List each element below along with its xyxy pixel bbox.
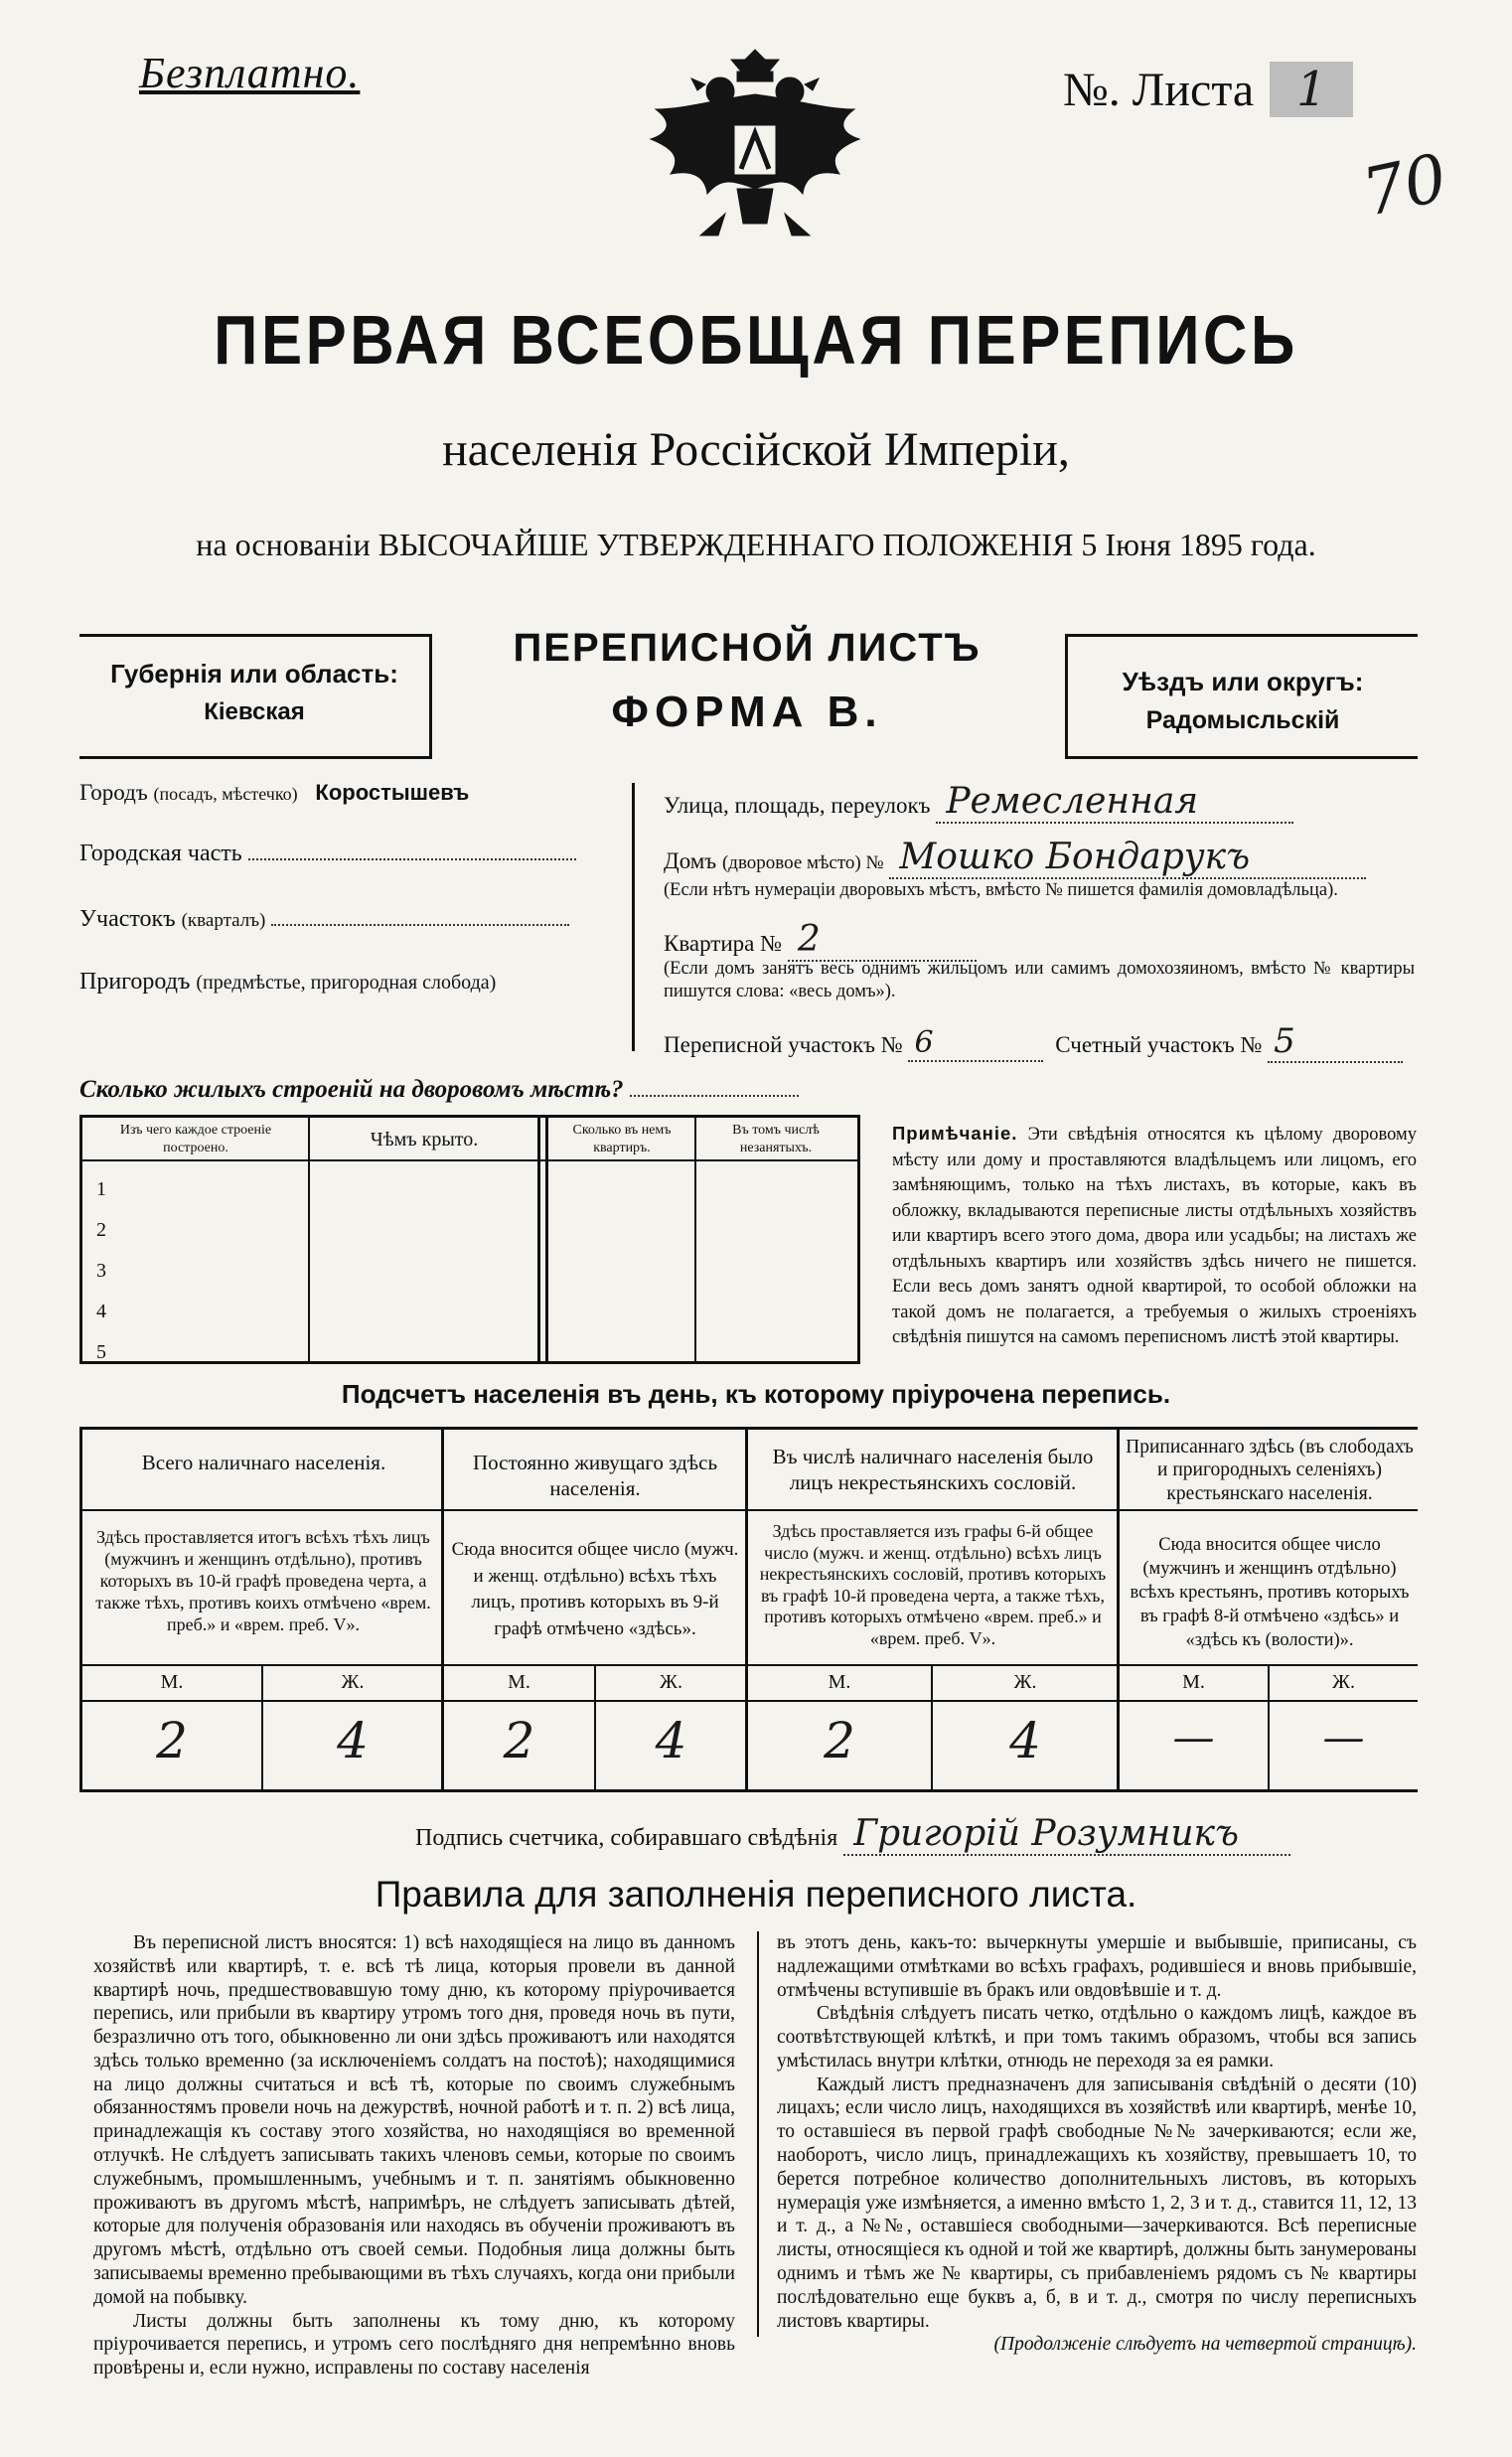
house-hint: (Если нѣтъ нумераціи дворовыхъ мѣстъ, вмѣсто № пишется фамилія домовладѣльца). xyxy=(664,880,1338,900)
rules-paragraph: Каждый листъ предназначенъ для записыванія свѣдѣній о десяти (10) лицахъ; если число лицъ, находящихся въ хозяйствѣ или квартирѣ, менѣе 10, то оставшіеся въ первой графѣ свободные №№ зачеркиваются; если же, наоборотъ, число лицъ, принадлежащихъ къ хозяйству, превышаетъ 10, то берется потребное количество дополнительныхъ листовъ, въ которыхъ нумерація уже измѣняется, а именно вмѣсто 1, 2, 3 и т. д., ставится 11, 12, 13 и т. д., а №№, оставшіеся свободными—зачеркиваются. Всѣ переписные листы, относящіеся къ одной и той же квартирѣ, должны быть занумерованы однимъ и тѣмъ же № квартиры, съ прибавленіемъ рядомъ съ № квартиры послѣдовательно еще буквъ а, б, в и т. д., смотря по числу переписныхъ листовъ квартиры. xyxy=(777,2073,1417,2332)
city-part-line xyxy=(248,841,576,860)
apartment-value: 2 xyxy=(788,919,977,962)
pop-col2-head: Постоянно живущаго здѣсь населенія. xyxy=(472,1451,718,1501)
census-precinct-value[interactable]: 6 xyxy=(908,1025,1043,1062)
margin-handwritten-number: 70 xyxy=(1355,139,1454,231)
pop-col3-head: Въ числѣ наличнаго населенія было лицъ некрестьянскихъ сословій. xyxy=(772,1445,1094,1495)
precinct-field[interactable] xyxy=(79,906,616,933)
pop-col1-m-value[interactable]: 2 xyxy=(156,1712,188,1769)
street-value: Ремесленная xyxy=(936,781,1293,824)
imperial-eagle-emblem xyxy=(646,40,864,243)
form-title: ПЕРВАЯ ВСЕОБЩАЯ ПЕРЕПИСЬ xyxy=(214,301,1298,379)
table-row: 2 xyxy=(96,1219,106,1241)
buildings-header-rule xyxy=(82,1159,857,1161)
sheet-number-label: №. Листа xyxy=(1063,64,1255,116)
precinct-label: Участокъ xyxy=(79,906,176,932)
city-note: (посадъ, мѣстечко) xyxy=(153,784,298,804)
buildings-row-numbers xyxy=(96,1169,106,1373)
address-divider xyxy=(632,783,635,1051)
buildings-col-line xyxy=(308,1118,310,1361)
decree-basis: на основаніи ВЫСОЧАЙШЕ УТВЕРЖДЕННАГО ПОЛОЖЕНІЯ 5 Іюня 1895 года. xyxy=(196,527,1316,562)
pop-col2-m-value[interactable]: 2 xyxy=(503,1712,535,1769)
buildings-col-line xyxy=(537,1118,540,1361)
pop-col1-f-label: Ж. xyxy=(341,1671,365,1693)
buildings-table xyxy=(79,1115,860,1364)
province-value: Кіевская xyxy=(204,698,305,725)
province-label: Губернія или область: xyxy=(110,659,398,689)
street-label: Улица, площадь, переулокъ xyxy=(664,793,931,818)
apartment-field[interactable] xyxy=(664,919,1419,962)
district-label: Уѣздъ или округъ: xyxy=(1122,667,1364,696)
note-text: Эти свѣдѣнія относятся къ цѣлому дворовому мѣсту или дому и проставляются владѣльцемъ или лицомъ, его замѣняющимъ, только на тѣхъ листахъ, въ которые, какъ въ обложку, вкладываются переписные листы отдѣльныхъ хозяйствъ или квартиръ всего этого дома, двора или усадьбы; на листахъ же отдѣльныхъ квартиръ или хозяйствъ здѣсь ничего не пишется. Если весь домъ занятъ одной квартирой, то особой обложки на такой домъ не полагается, а требуемыя о жилыхъ строеніяхъ свѣдѣнія пишутся на самомъ переписномъ листѣ этой квартиры. xyxy=(892,1125,1417,1348)
district-value: Радомысльскій xyxy=(1145,706,1340,734)
rules-paragraph: Листы должны быть заполнены къ тому дню, къ которому пріурочивается перепись, и утромъ сего послѣдняго дня непремѣнно вновь провѣрены и, если нужно, исправлены по составу населенія xyxy=(93,2310,735,2380)
buildings-header-roof: Чѣмъ крыто. xyxy=(370,1129,479,1151)
note-block xyxy=(892,1121,1417,1351)
signature-label: Подпись счетчика, собиравшаго свѣдѣнія xyxy=(415,1825,838,1851)
pop-col1-f-value[interactable]: 4 xyxy=(337,1712,369,1769)
street-field[interactable] xyxy=(664,781,1419,824)
buildings-header-apartments: Сколько въ немъ квартиръ. xyxy=(572,1123,672,1155)
table-row: 3 xyxy=(96,1260,106,1282)
rules-column-divider xyxy=(757,1931,759,2337)
city-part-field[interactable] xyxy=(79,841,616,867)
house-label: Домъ xyxy=(664,848,717,873)
precinct-line xyxy=(271,906,569,926)
buildings-question[interactable] xyxy=(79,1076,799,1104)
pop-col1-m-label: М. xyxy=(160,1671,184,1693)
pop-col4-f-value[interactable]: — xyxy=(1322,1713,1365,1762)
buildings-col-line xyxy=(694,1118,696,1361)
district-box xyxy=(1065,634,1418,759)
pop-col3-f-value[interactable]: 4 xyxy=(1009,1712,1041,1769)
population-desc-rule xyxy=(82,1664,1418,1666)
precinct-note: (кварталъ) xyxy=(181,910,266,931)
pop-col4-f-label: Ж. xyxy=(1332,1671,1355,1693)
signature-value: Григорій Розумникъ xyxy=(843,1813,1290,1856)
pop-col2-f-value[interactable]: 4 xyxy=(655,1712,687,1769)
form-letter: ФОРМА В. xyxy=(611,688,883,736)
apartment-hint: (Если домъ занятъ весь однимъ жильцомъ или самимъ домохозяиномъ, вмѣсто № квартиры пишутся слова: «весь домъ»). xyxy=(664,959,1415,1002)
table-row: 4 xyxy=(96,1301,106,1322)
pop-col3-desc: Здѣсь проставляется изъ графы 6-й общее число (мужч. и женщ. отдѣльно) всѣхъ лицъ некрестьянскихъ сословій, противъ которыхъ въ графѣ 10-й проведена черта, а также тѣхъ, противъ которыхъ отмѣчено «врем. преб.» и «врем. преб. V». xyxy=(759,1521,1107,1648)
pop-col2-desc: Сюда вносится общее число (мужч. и женщ. отдѣльно) всѣхъ тѣхъ лицъ, противъ которыхъ въ 9-й графѣ отмѣчено «здѣсь». xyxy=(451,1539,739,1639)
pop-col3-f-label: Ж. xyxy=(1013,1671,1037,1693)
free-label: Безплатно. xyxy=(139,49,361,97)
sheet-number xyxy=(1063,62,1353,117)
sheet-number-value: 1 xyxy=(1270,62,1353,117)
census-precinct-label: Переписной участокъ № xyxy=(664,1032,903,1057)
counting-precinct-label: Счетный участокъ № xyxy=(1055,1032,1263,1057)
pop-col2-f-label: Ж. xyxy=(660,1671,682,1693)
census-precincts xyxy=(664,1021,1419,1063)
sheet-type-title: ПЕРЕПИСНОЙ ЛИСТЪ xyxy=(513,626,982,670)
rules-right-column xyxy=(777,1931,1417,2357)
rules-paragraph: въ этотъ день, какъ-то: вычеркнуты умершіе и выбывшіе, приписаны, съ надлежащими отмѣтками во всѣхъ графахъ, родившіеся и вновь прибывшіе, отмѣчены вступившіе въ бракъ или овдовѣвшіе и т. д. xyxy=(777,1932,1417,2001)
population-head-rule xyxy=(82,1509,1418,1511)
counting-precinct-value[interactable]: 5 xyxy=(1268,1021,1403,1063)
pop-col4-m-label: М. xyxy=(1182,1671,1205,1693)
city-field[interactable] xyxy=(79,780,616,806)
buildings-col-line xyxy=(545,1118,548,1361)
pop-col1-head: Всего наличнаго населенія. xyxy=(141,1451,386,1474)
city-label: Городъ xyxy=(79,780,148,805)
suburb-note: (предмѣстье, пригородная слобода) xyxy=(196,972,497,994)
note-title: Примѣчаніе. xyxy=(892,1123,1018,1144)
rules-continued: (Продолженіе слѣдуетъ на четвертой страницѣ). xyxy=(993,2334,1417,2356)
population-mf-rule xyxy=(82,1700,1418,1702)
suburb-field[interactable] xyxy=(79,969,636,996)
rules-paragraph: Свѣдѣнія слѣдуетъ писать четко, отдѣльно о каждомъ лицѣ, каждое въ соотвѣтствующей клѣткѣ, и при томъ такимъ образомъ, чтобы вся запись умѣстилась внутри клѣтки, отнюдь не переходя за ея рамки. xyxy=(777,2003,1417,2072)
pop-col3-m-label: М. xyxy=(828,1671,851,1693)
table-row: 5 xyxy=(96,1341,106,1363)
pop-col1-desc: Здѣсь проставляется итогъ всѣхъ тѣхъ лицъ (мужчинъ и женщинъ отдѣльно), противъ которыхъ въ 10-й графѣ проведена черта, а также тѣхъ, противъ коихъ отмѣчено «врем. преб.» и «врем. преб. V». xyxy=(95,1527,431,1634)
buildings-question-label: Сколько жилыхъ строеній на дворовомъ мѣстѣ? xyxy=(79,1076,624,1103)
population-title: Подсчетъ населенія въ день, къ которому пріурочена перепись. xyxy=(341,1379,1171,1409)
buildings-header-vacant: Въ томъ числѣ незанятыхъ. xyxy=(732,1123,820,1155)
form-subtitle: населенія Россійской Имперіи, xyxy=(442,423,1070,476)
buildings-header-material: Изъ чего каждое строеніе построено. xyxy=(119,1123,272,1155)
house-note: (дворовое мѣсто) № xyxy=(721,852,884,873)
signature-field[interactable] xyxy=(415,1813,1419,1856)
house-field[interactable] xyxy=(664,837,1419,879)
pop-col4-head: Приписаннаго здѣсь (въ слободахъ и пригородныхъ селеніяхъ) крестьянскаго населенія. xyxy=(1126,1437,1414,1504)
house-value: Мошко Бондарукъ xyxy=(889,837,1366,879)
suburb-label: Пригородъ xyxy=(79,969,191,995)
pop-col4-desc: Сюда вносится общее число (мужчинъ и женщинъ отдѣльно) всѣхъ крестьянъ, противъ которыхъ въ графѣ 8-й отмѣчено «здѣсь» и «здѣсь къ (волости)». xyxy=(1130,1535,1410,1651)
apartment-label: Квартира № xyxy=(664,931,783,956)
population-table xyxy=(79,1427,1418,1792)
table-row: 1 xyxy=(96,1178,106,1200)
buildings-question-line xyxy=(630,1079,799,1097)
province-box xyxy=(79,634,432,759)
city-part-label: Городская часть xyxy=(79,841,242,866)
pop-col2-m-label: М. xyxy=(508,1671,530,1693)
pop-col3-m-value[interactable]: 2 xyxy=(824,1712,855,1769)
city-value: Коростышевъ xyxy=(315,780,470,805)
pop-col4-m-value[interactable]: — xyxy=(1172,1713,1215,1762)
rules-left-column xyxy=(93,1931,735,2380)
rules-paragraph: Въ переписной листъ вносятся: 1) всѣ находящіеся на лицо въ данномъ хозяйствѣ или квартирѣ, т. е. всѣ тѣ лица, которыя провели въ данной квартирѣ ночь, предшествовавшую тому дню, къ которому пріурочивается перепись, или прибыли въ квартиру утромъ того дня, проведя ночь въ пути, безразлично отъ того, обыкновенно ли они здѣсь проживаютъ или находятся здѣсь только временно (за исключеніемъ солдатъ на постоѣ); находящимися на лицо должны считаться и всѣ тѣ, которые по своимъ служебнымъ обязанностямъ провели ночь на дежурствѣ, ночной работѣ и т. п. 2) всѣ лица, принадлежащія къ составу этого хозяйства, но находящіяся во временной отлучкѣ. Не слѣдуетъ записывать такихъ членовъ семьи, которые по своимъ служебнымъ, промышленнымъ, учебнымъ и т. п. занятіямъ обыкновенно проживаютъ въ другомъ мѣстѣ, напримѣръ, не слѣдуетъ записывать дѣтей, которые для полученія образованія или находясь въ обученіи проживаютъ въ другомъ мѣстѣ, отдѣльно отъ своей семьи. Подобныя лица должны быть записываемы временно пребывающими въ тѣхъ случаяхъ, когда они прибыли домой на побывку. xyxy=(93,1932,735,2308)
rules-title: Правила для заполненія переписного листа. xyxy=(375,1874,1137,1915)
